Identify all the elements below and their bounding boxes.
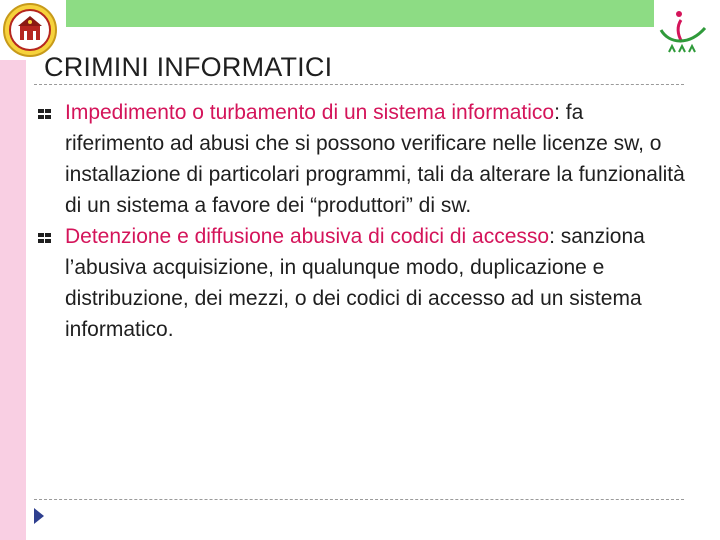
- left-decor-strip: [0, 60, 26, 540]
- bullet-list: [38, 97, 688, 345]
- bullet-heading: Impedimento o turbamento di un sistema informatico: [65, 101, 555, 124]
- slide-title: CRIMINI INFORMATICI: [44, 52, 333, 82]
- footer-divider: [34, 499, 684, 500]
- bullet-body: : sanziona l’abusiva acquisizione, in qualunque modo, duplicazione e distribuzione, dei mezzi, o dei codici di accesso ad un sistema informatico.: [65, 225, 645, 341]
- bullet-item: [38, 97, 688, 221]
- header-accent-bar: [66, 0, 654, 27]
- next-slide-arrow-icon[interactable]: [33, 507, 45, 525]
- bullet-body: : fa riferimento ad abusi che si possono verificare nelle licenze sw, o installazione di particolari programmi, tali da alterare la funzionalità di un sistema a favore dei “produttori” di sw.: [65, 101, 685, 217]
- square-bullet-icon: [38, 233, 51, 243]
- title-divider: [34, 84, 684, 85]
- department-logo-icon: [655, 4, 717, 66]
- university-seal-icon: [2, 2, 58, 58]
- bullet-item: [38, 221, 688, 345]
- bullet-heading: Detenzione e diffusione abusiva di codici di accesso: [65, 225, 550, 248]
- square-bullet-icon: [38, 109, 51, 119]
